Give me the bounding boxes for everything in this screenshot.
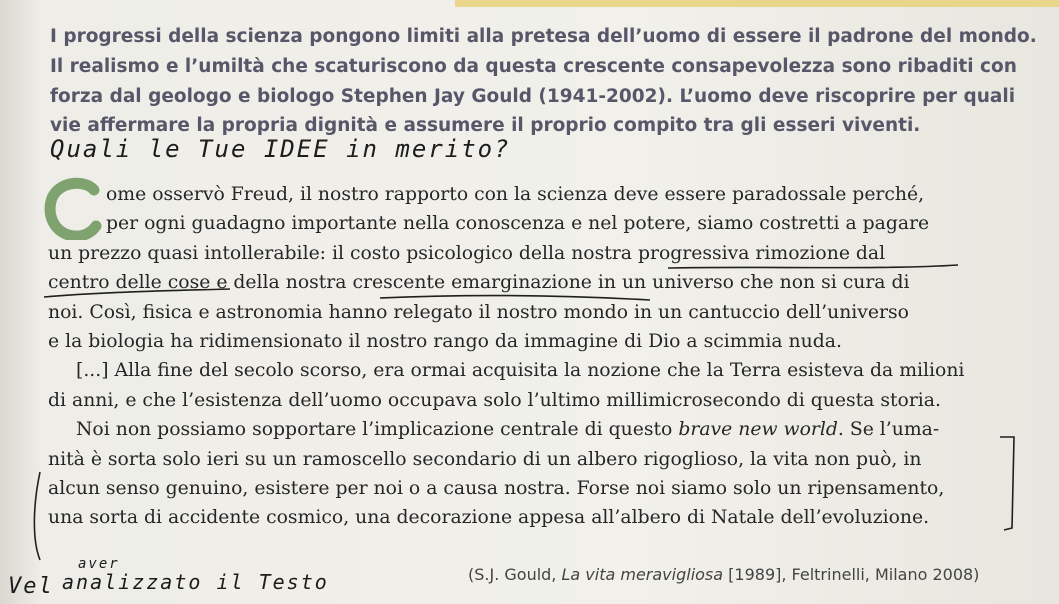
underline-crescente-emarginazione [380,296,650,300]
body-line-2: per ogni guadagno importante nella conoscenza e nel potere, siamo costretti a pagare [106,213,930,235]
handwritten-note-vel: Vel [8,574,54,599]
bracket-right [1000,437,1014,530]
citation-post: [1989], Feltrinelli, Milano 2008) [723,565,980,584]
underline-progressiva-rimozione [668,265,958,268]
bracket-left [34,472,40,560]
body-line-5: noi. Così, fisica e astronomia hanno relegato il nostro mondo in un cantuccio dell’universo [48,301,909,323]
body-line-11: alcun senso genuino, esistere per noi o a causa nostra. Forse noi siamo solo un ripensamento, [48,477,945,499]
body-line-3: un prezzo quasi intollerabile: il costo psicologico della nostra progressiva rimozione dal [48,242,886,264]
body-line-7: [...] Alla fine del secolo scorso, era ormai acquisita la nozione che la Terra esisteva da milioni [76,360,965,382]
body-line-6: e la biologia ha ridimensionato il nostro rango da immagine di Dio a scimmia nuda. [48,330,842,352]
handwritten-note-analizzato: analizzato il Testo [62,570,329,594]
underline-centro-cose [44,289,230,297]
body-line-12: una sorta di accidente cosmico, una decorazione appesa all’albero di Natale dell’evoluzione. [48,507,930,529]
body-line-9-start: Noi non possiamo sopportare l’implicazione centrale di questo [76,419,679,441]
citation-title: La vita meravigliosa [561,565,724,584]
body-line-9-end: . Se l’uma- [837,419,940,441]
citation-pre: (S.J. Gould, [468,565,562,584]
body-line-10: nità è sorta solo ieri su un ramoscello secondario di un albero rigoglioso, la vita non può, in [48,448,922,470]
intro-line-4: vie affermare la propria dignità e assumere il proprio compito tra gli esseri viventi. [50,115,921,137]
intro-line-1: I progressi della scienza pongono limiti alla pretesa dell’uomo di essere il padrone del mondo. [50,26,1037,47]
body-line-9-italic: brave new world [678,419,838,441]
intro-line-3: forza dal geologo e biologo Stephen Jay Gould (1941-2002). L’uomo deve riscoprire per quali [50,85,1016,107]
body-line-4: centro delle cose e della nostra crescente emarginazione in un universo che non si cura di [48,272,910,294]
handwritten-question: Quali le Tue IDEE in merito? [50,135,511,163]
body-line-8: di anni, e che l’esistenza dell’uomo occupava solo l’ultimo millimicrosecondo di questa storia. [48,389,941,411]
intro-line-2: Il realismo e l’umiltà che scaturiscono da questa crescente consapevolezza sono ribaditi con [50,55,1017,77]
body-line-1: ome osservò Freud, il nostro rapporto con la scienza deve essere paradossale perché, [106,184,925,205]
handwritten-note-aver: aver [78,556,120,572]
